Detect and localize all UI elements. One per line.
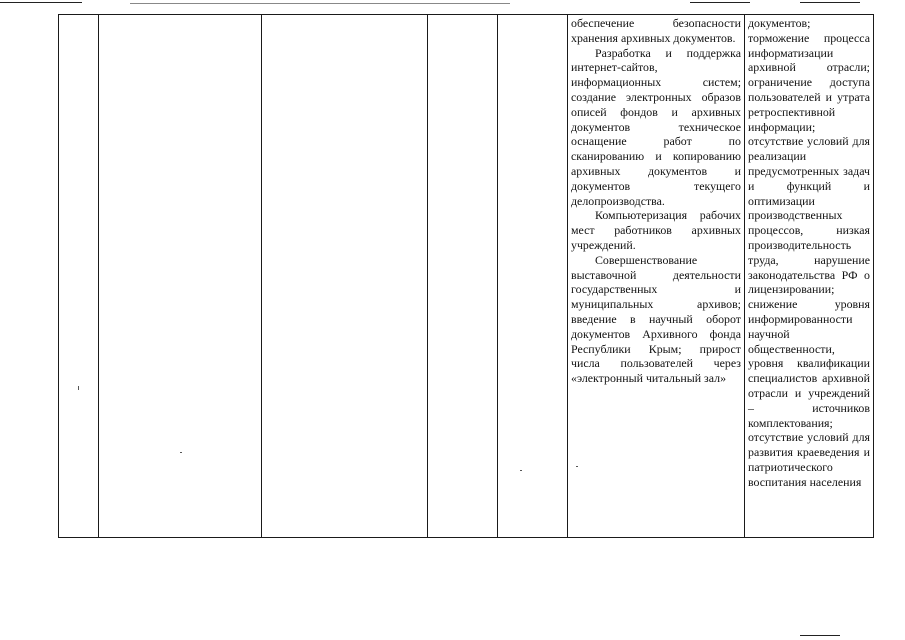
scan-speck (180, 452, 182, 453)
measures-paragraph: Компьютеризация рабочих мест работников архивных учреждений. (571, 208, 741, 252)
document-table (58, 14, 874, 538)
table-cell-col3 (262, 15, 428, 538)
scan-bottom-mark (800, 635, 840, 636)
consequences-text: документов; торможение процесса информатизации архивной отрасли; ограничение доступа пользователей и утрата ретроспективной информации; отсутствие условий для реализации предусмотренных задач и функций и оптимизации производственных процессов, низкая производительность труда, нарушение законодательства РФ о лицензировании; снижение уровня информированности научной общественности, уровня квалификации специалистов архивной отрасли и учреждений – источников комплектования; отсутствие условий для развития краеведения и патриотического воспитания населения (748, 16, 870, 489)
scan-speck (576, 466, 578, 467)
scan-top-line-mid (130, 3, 510, 4)
measures-paragraph: Разработка и поддержка интернет-сайтов, информационных систем; создание электронных образов опиcей фондов и архивных документов техническое оснащение работ по сканированию и копированию архивных документов и документов текущего делопроизводства. (571, 45, 741, 208)
table-cell-measures (568, 15, 745, 538)
scan-top-line-far-right (800, 2, 860, 3)
measures-text (571, 16, 741, 386)
table-row (59, 15, 874, 538)
scan-speck (520, 470, 522, 471)
table-cell-consequences (745, 15, 874, 538)
table-cell-col2 (99, 15, 262, 538)
measures-paragraph: Совершенствование выставочной деятельности государственных и муниципальных архивов; введение в научный оборот документов Архивного фонда Республики Крым; прирост числа пользователей через «электронный читальный зал» (571, 252, 741, 386)
table-cell-col5 (498, 15, 568, 538)
scan-top-line-right (690, 2, 750, 3)
scan-top-line-left (0, 2, 82, 3)
scan-speck (78, 386, 79, 390)
measures-paragraph: обеспечение безопасности хранения архивных документов. (571, 16, 741, 45)
table-cell-col1 (59, 15, 99, 538)
table-cell-col4 (428, 15, 498, 538)
